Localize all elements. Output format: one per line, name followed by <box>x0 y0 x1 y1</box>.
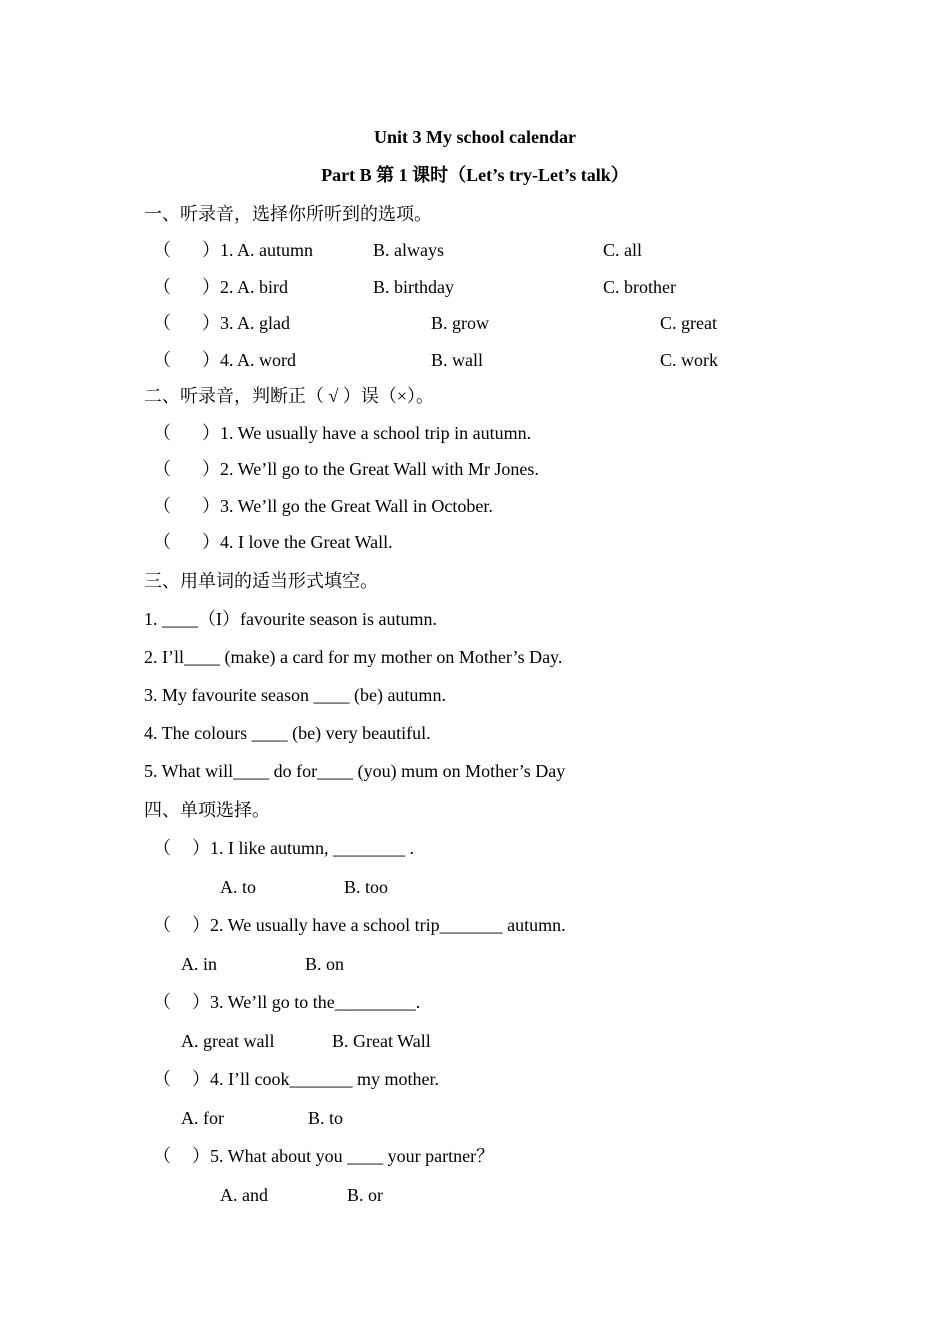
option-a: A. and <box>220 1185 268 1205</box>
item-text: 3. My favourite season <box>144 685 314 705</box>
paren-open: （ <box>153 350 171 370</box>
mc-question: ）3. We’ll go to the_________. <box>192 992 421 1012</box>
blank: ____ <box>251 723 288 743</box>
paren-open: （ <box>153 459 171 479</box>
blank: ____ <box>184 647 220 667</box>
option-b: B. birthday <box>373 277 454 297</box>
option-b: B. too <box>344 877 389 897</box>
paren-open: （ <box>153 496 171 516</box>
page-title: Unit 3 My school calendar <box>374 127 576 147</box>
question-option-a: ）3. A. glad <box>202 313 290 333</box>
fill-blank-item <box>144 608 437 630</box>
paren-open: （ <box>153 313 171 333</box>
item-text: 5. What will <box>144 761 234 781</box>
option-c: C. brother <box>603 277 676 297</box>
option-a: A. great wall <box>181 1031 275 1051</box>
item-text: (be) very beautiful. <box>287 723 431 743</box>
fill-blank-item <box>144 722 431 744</box>
fill-blank-item <box>144 646 562 668</box>
question-option-a: ）2. A. bird <box>202 277 289 297</box>
item-text: (you) mum on Mother’s Day <box>353 761 566 781</box>
item-text: (make) a card for my mother on Mother’s Day. <box>220 647 563 667</box>
option-b: B. to <box>308 1108 344 1128</box>
item-text: do for <box>269 761 318 781</box>
item-text: 4. The colours <box>144 723 252 743</box>
page-subtitle: Part B 第 1 课时（Let’s try-Let’s talk） <box>321 165 629 185</box>
statement: ）2. We’ll go to the Great Wall with Mr Jones. <box>202 459 539 479</box>
paren-open: （ <box>153 915 171 935</box>
statement: ）4. I love the Great Wall. <box>202 532 393 552</box>
paren-open: （ <box>153 277 171 297</box>
option-c: C. all <box>603 240 642 260</box>
mc-question: ）4. I’ll cook_______ my mother. <box>192 1069 439 1089</box>
blank: ____ <box>162 609 198 629</box>
question-option-a: ）4. A. word <box>202 350 296 370</box>
section-1-heading: 一、听录音，选择你所听到的选项。 <box>144 204 432 224</box>
paren-open: （ <box>153 532 171 552</box>
paren-open: （ <box>153 1146 171 1166</box>
statement: ）3. We’ll go the Great Wall in October. <box>202 496 493 516</box>
option-c: C. great <box>660 313 717 333</box>
blank: ____ <box>313 685 350 705</box>
paren-open: （ <box>153 1069 171 1089</box>
section-4-heading: 四、单项选择。 <box>144 800 270 820</box>
paren-open: （ <box>153 240 171 260</box>
option-b: B. or <box>347 1185 383 1205</box>
option-b: B. wall <box>431 350 483 370</box>
paren-open: （ <box>153 992 171 1012</box>
section-2-heading: 二、听录音，判断正（ √ ）误（×）。 <box>144 386 435 406</box>
statement: ）1. We usually have a school trip in autumn. <box>202 423 532 443</box>
option-a: A. in <box>181 954 217 974</box>
option-b: B. Great Wall <box>332 1031 431 1051</box>
option-b: B. on <box>305 954 345 974</box>
mc-question: ）2. We usually have a school trip_______ autumn. <box>192 915 566 935</box>
option-c: C. work <box>660 350 718 370</box>
paren-open: （ <box>153 423 171 443</box>
blank: ____ <box>317 761 354 781</box>
option-b: B. grow <box>431 313 489 333</box>
mc-question: ）1. I like autumn, ________ . <box>192 838 414 858</box>
item-text: (be) autumn. <box>349 685 446 705</box>
option-b: B. always <box>373 240 444 260</box>
mc-question: ）5. What about you ____ your partner？ <box>192 1146 495 1166</box>
item-text: 2. I’ll <box>144 647 184 667</box>
blank: ____ <box>233 761 270 781</box>
fill-blank-item <box>144 684 446 706</box>
fill-blank-item <box>144 760 565 782</box>
paren-open: （ <box>153 838 171 858</box>
item-text: 1. <box>144 609 162 629</box>
option-a: A. for <box>181 1108 224 1128</box>
option-a: A. to <box>220 877 256 897</box>
section-3-heading: 三、用单词的适当形式填空。 <box>144 571 378 591</box>
question-option-a: ）1. A. autumn <box>202 240 313 260</box>
item-text: （I）favourite season is autumn. <box>198 609 437 629</box>
